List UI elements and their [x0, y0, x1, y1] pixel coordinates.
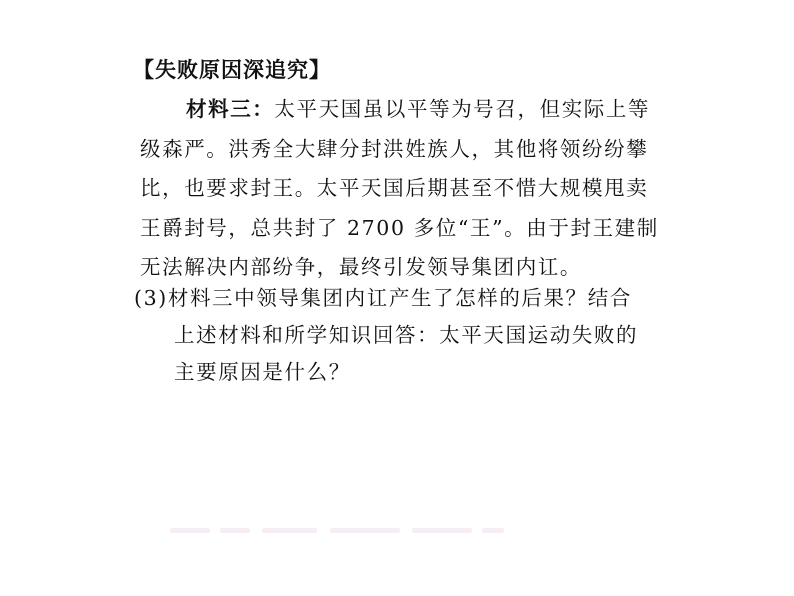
question-line-2: 上述材料和所学知识回答：太平天国运动失败的 — [174, 323, 639, 347]
faint-mark — [330, 528, 400, 533]
material-line-2: 级森严。洪秀全大肆分封洪姓族人，其他将领纷纷攀 — [140, 136, 649, 161]
faint-mark — [482, 528, 504, 533]
material-line-4: 王爵封号，总共封了 2700 多位“王”。由于封王建制 — [140, 215, 659, 240]
material-label: 材料三： — [186, 97, 275, 121]
material-line-1 — [140, 90, 660, 130]
material-text-1: 太平天国虽以平等为号召，但实际上等 — [274, 97, 651, 121]
material-line-5: 无法解决内部纷争，最终引发领导集团内讧。 — [140, 255, 582, 280]
question-line-3: 主要原因是什么？ — [174, 360, 351, 384]
section-title: 【失败原因深追究】 — [133, 58, 331, 82]
faint-mark — [262, 528, 317, 533]
faint-mark — [220, 528, 250, 533]
answer-area — [170, 520, 530, 542]
material-line-3: 比，也要求封王。太平天国后期甚至不惜大规模甩卖 — [140, 176, 649, 201]
faint-mark — [412, 528, 472, 533]
question-line-1: (3)材料三中领导集团内讧产生了怎样的后果？结合 — [134, 286, 632, 310]
faint-mark — [170, 528, 210, 533]
question-3 — [134, 280, 664, 391]
material-three-passage — [140, 90, 660, 288]
